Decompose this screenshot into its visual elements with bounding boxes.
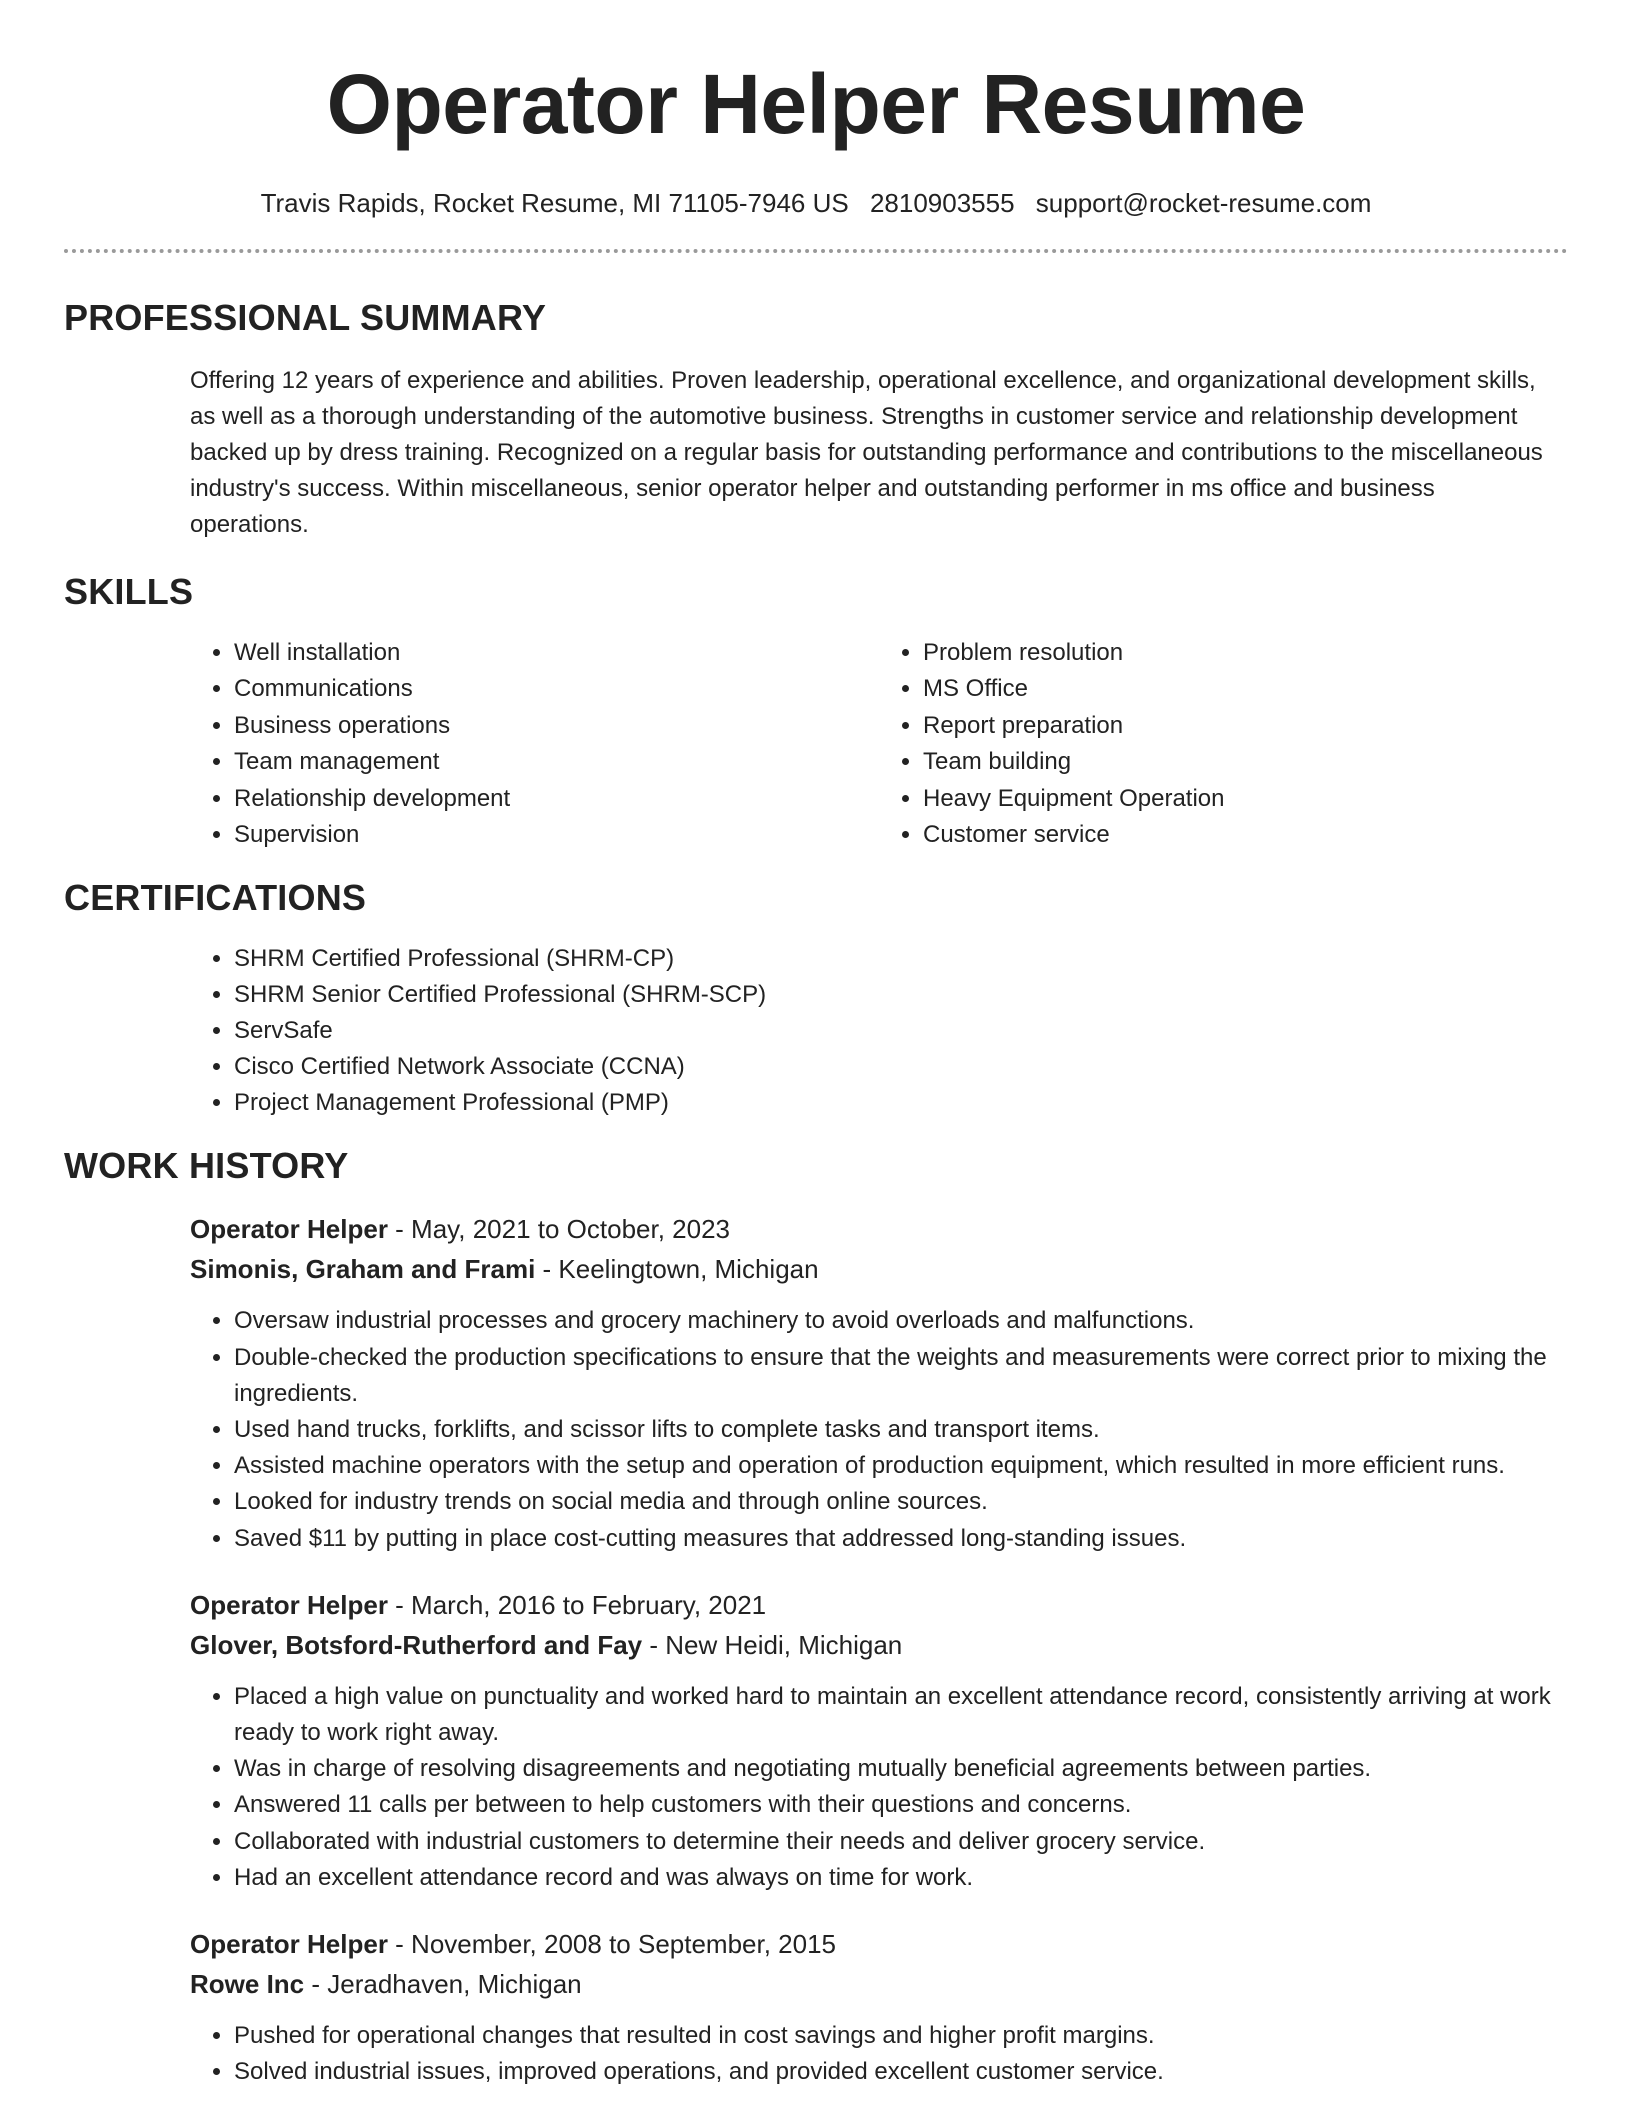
job-bullet-list — [190, 1303, 1568, 1556]
job-dates: - November, 2008 to September, 2015 — [387, 1929, 837, 1960]
job-role: Operator Helper — [190, 1589, 388, 1620]
job-bullet: • Looked for industry trends on social media and through online sources. — [234, 1484, 1568, 1520]
job-company-line — [190, 1249, 1568, 1289]
skill-item: • Report preparation — [923, 708, 1568, 744]
contact-line — [64, 188, 1568, 219]
certifications-heading: CERTIFICATIONS — [64, 877, 367, 919]
certifications-list — [190, 941, 1568, 1121]
job-bullet: • Oversaw industrial processes and grocery machinery to avoid overloads and malfunctions. — [234, 1303, 1568, 1339]
skill-item: • Relationship development — [234, 781, 879, 817]
job-bullet: • Solved industrial issues, improved operations, and provided excellent customer service. — [234, 2054, 1568, 2090]
skill-item: • Team building — [923, 744, 1568, 780]
job-bullet-list — [190, 2018, 1568, 2090]
job-entry — [190, 1924, 1568, 2090]
job-role: Operator Helper — [190, 1214, 388, 1245]
job-dates: - May, 2021 to October, 2023 — [387, 1214, 731, 1245]
certification-item: • SHRM Certified Professional (SHRM-CP) — [234, 941, 1568, 977]
job-company-line — [190, 1964, 1568, 2004]
certification-item: • Cisco Certified Network Associate (CCNA) — [234, 1049, 1568, 1085]
job-location: - Keelingtown, Michigan — [535, 1254, 819, 1285]
job-bullet: • Collaborated with industrial customers to determine their needs and deliver grocery service. — [234, 1824, 1568, 1860]
skill-item: • MS Office — [923, 671, 1568, 707]
skills-column-left — [190, 635, 879, 853]
job-entry — [190, 1209, 1568, 1556]
job-company-line — [190, 1625, 1568, 1665]
job-location: - Jeradhaven, Michigan — [304, 1969, 582, 2000]
job-title-line — [190, 1209, 1568, 1249]
header-divider — [64, 249, 1568, 253]
job-title-line — [190, 1924, 1568, 1964]
skill-item: • Communications — [234, 671, 879, 707]
contact-email: support@rocket-resume.com — [1035, 188, 1372, 218]
contact-phone: 2810903555 — [869, 188, 1015, 218]
skills-column-right — [879, 635, 1568, 853]
resume-title: Operator Helper Resume — [326, 57, 1306, 151]
job-company: Simonis, Graham and Frami — [190, 1254, 536, 1285]
job-title-line — [190, 1585, 1568, 1625]
skill-item: • Customer service — [923, 817, 1568, 853]
summary-heading: PROFESSIONAL SUMMARY — [64, 297, 547, 338]
job-bullet: • Double-checked the production specifications to ensure that the weights and measurements were correct prior to mixing the ingredients. — [234, 1340, 1568, 1412]
skill-item: • Problem resolution — [923, 635, 1568, 671]
job-bullet: • Placed a high value on punctuality and worked hard to maintain an excellent attendance record, consistently arriving at work ready to work right away. — [234, 1679, 1568, 1751]
skills-list — [190, 635, 1568, 853]
skill-item: • Well installation — [234, 635, 879, 671]
job-entry — [190, 1585, 1568, 1896]
job-bullet: • Pushed for operational changes that resulted in cost savings and higher profit margins. — [234, 2018, 1568, 2054]
job-bullet: • Was in charge of resolving disagreements and negotiating mutually beneficial agreements between parties. — [234, 1751, 1568, 1787]
skill-item: • Supervision — [234, 817, 879, 853]
contact-address: Travis Rapids, Rocket Resume, MI 71105-7946 US — [260, 188, 849, 218]
certification-item: • Project Management Professional (PMP) — [234, 1085, 1568, 1121]
skill-item: • Heavy Equipment Operation — [923, 781, 1568, 817]
job-dates: - March, 2016 to February, 2021 — [387, 1589, 767, 1620]
job-bullet: • Used hand trucks, forklifts, and scissor lifts to complete tasks and transport items. — [234, 1412, 1568, 1448]
job-location: - New Heidi, Michigan — [642, 1629, 903, 1660]
job-bullet-list — [190, 1679, 1568, 1896]
certification-item: • SHRM Senior Certified Professional (SHRM-SCP) — [234, 977, 1568, 1013]
job-bullet: • Answered 11 calls per between to help customers with their questions and concerns. — [234, 1787, 1568, 1823]
certification-item: • ServSafe — [234, 1013, 1568, 1049]
work-history-heading: WORK HISTORY — [64, 1145, 349, 1187]
job-company: Glover, Botsford-Rutherford and Fay — [190, 1629, 643, 1660]
summary-text: Offering 12 years of experience and abilities. Proven leadership, operational excellence, and organizational development skills, as well as a thorough understanding of the automotive business. Strengths in customer service and relationship development backed up by dress training. Recognized on a regular basis for outstanding performance and contributions to the miscellaneous industry's success. Within miscellaneous, senior operator helper and outstanding performer in ms office and business operations. — [190, 367, 1543, 538]
skill-item: • Business operations — [234, 708, 879, 744]
skills-heading: SKILLS — [64, 571, 194, 612]
job-company: Rowe Inc — [190, 1969, 305, 2000]
skill-item: • Team management — [234, 744, 879, 780]
job-bullet: • Had an excellent attendance record and was always on time for work. — [234, 1860, 1568, 1896]
job-bullet: • Assisted machine operators with the setup and operation of production equipment, which resulted in more efficient runs. — [234, 1448, 1568, 1484]
job-role: Operator Helper — [190, 1929, 388, 1960]
job-bullet: • Saved $11 by putting in place cost-cutting measures that addressed long-standing issues. — [234, 1521, 1568, 1557]
